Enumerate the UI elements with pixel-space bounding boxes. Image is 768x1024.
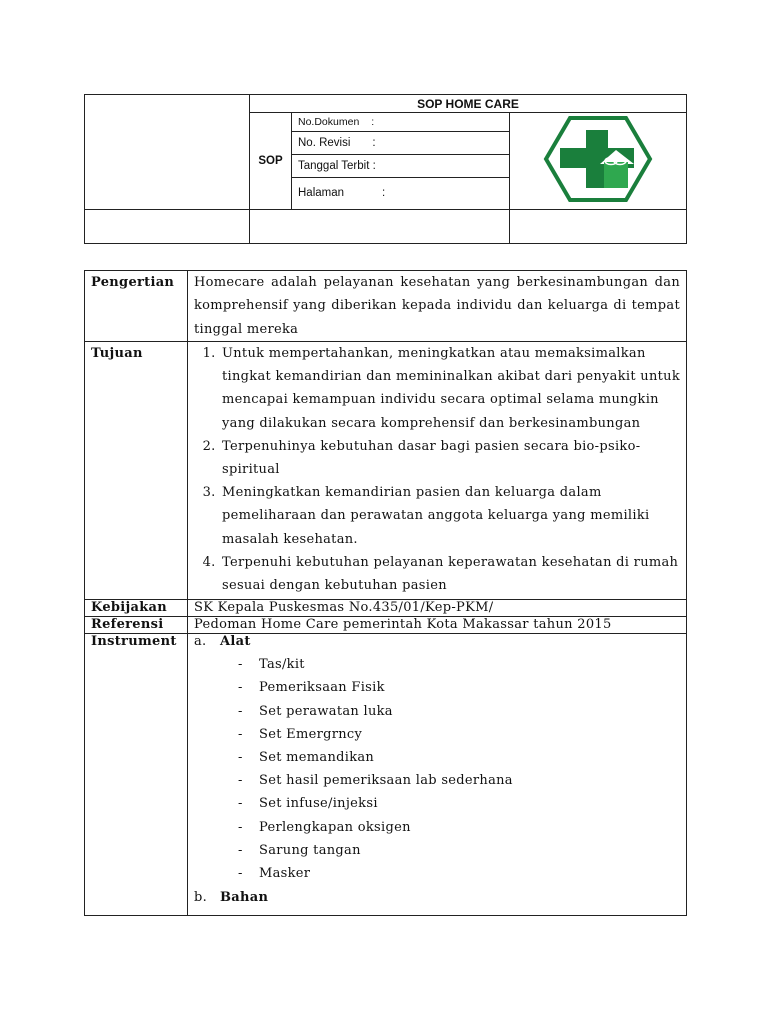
logo-cell bbox=[510, 113, 687, 210]
tujuan-item: 2. Terpenuhinya kebutuhan dasar bagi pasien secara bio-psiko-spiritual bbox=[220, 435, 680, 481]
row-instrument bbox=[85, 634, 687, 916]
puskesmas-logo-icon bbox=[542, 116, 654, 202]
field-tanggal-terbit: Tanggal Terbit : bbox=[292, 155, 510, 177]
row-tujuan bbox=[85, 341, 687, 599]
sop-content-table bbox=[84, 270, 687, 916]
tujuan-list bbox=[194, 342, 680, 597]
footer-cell-right bbox=[510, 209, 687, 243]
footer-cell-left bbox=[85, 209, 250, 243]
label-pengertian: Pengertian bbox=[85, 271, 188, 342]
alat-item: - Set memandikan bbox=[238, 749, 375, 765]
row-pengertian bbox=[85, 271, 687, 342]
alat-item: - Set perawatan luka bbox=[238, 703, 393, 719]
header-title: SOP HOME CARE bbox=[250, 95, 687, 113]
alat-item: - Set infuse/injeksi bbox=[238, 796, 378, 812]
sop-label: SOP bbox=[250, 113, 292, 210]
header-blank-left bbox=[85, 95, 250, 210]
kebijakan-text: SK Kepala Puskesmas No.435/01/Kep-PKM/ bbox=[188, 600, 687, 617]
label-instrument: Instrument bbox=[85, 634, 188, 916]
alat-item: - Pemeriksaan Fisik bbox=[238, 680, 385, 696]
label-kebijakan: Kebijakan bbox=[85, 600, 188, 617]
bahan-heading: b. Bahan bbox=[194, 890, 269, 906]
alat-item: - Set hasil pemeriksaan lab sederhana bbox=[238, 773, 513, 789]
alat-item: - Perlengkapan oksigen bbox=[238, 819, 411, 835]
field-no-dokumen: No.Dokumen : bbox=[292, 113, 510, 132]
label-referensi: Referensi bbox=[85, 617, 188, 634]
document-header bbox=[84, 94, 687, 244]
tujuan-item: 1. Untuk mempertahankan, meningkatkan atau memaksimalkan tingkat kemandirian dan memininalkan akibat dari penyakit untuk mencapai kemampuan individu secara optimal selama mungkin yang dilakukan secara komprehensif dan berkesinambungan bbox=[220, 342, 680, 435]
alat-item: - Sarung tangan bbox=[238, 842, 361, 858]
alat-list bbox=[194, 653, 680, 885]
tujuan-item: 4. Terpenuhi kebutuhan pelayanan keperawatan kesehatan di rumah sesuai dengan kebutuhan pasien bbox=[220, 551, 680, 597]
label-tujuan: Tujuan bbox=[85, 341, 188, 599]
alat-heading: a. Alat bbox=[194, 634, 251, 650]
field-halaman: Halaman : bbox=[292, 177, 510, 209]
logo-house-base bbox=[604, 162, 628, 188]
alat-item: - Tas/kit bbox=[238, 657, 305, 673]
row-referensi bbox=[85, 617, 687, 634]
pengertian-text: Homecare adalah pelayanan kesehatan yang berkesinambungan dan komprehensif yang diberikan kepada individu dan keluarga di tempat tinggal mereka bbox=[188, 271, 687, 342]
alat-item: - Set Emergrncy bbox=[238, 726, 363, 742]
row-kebijakan bbox=[85, 600, 687, 617]
tujuan-item: 3. Meningkatkan kemandirian pasien dan keluarga dalam pemeliharaan dan perawatan anggota keluarga yang memiliki masalah kesehatan. bbox=[220, 481, 680, 551]
field-no-revisi: No. Revisi : bbox=[292, 132, 510, 155]
alat-item: - Masker bbox=[238, 865, 311, 881]
footer-cell-middle bbox=[250, 209, 510, 243]
referensi-text: Pedoman Home Care pemerintah Kota Makassar tahun 2015 bbox=[188, 617, 687, 634]
